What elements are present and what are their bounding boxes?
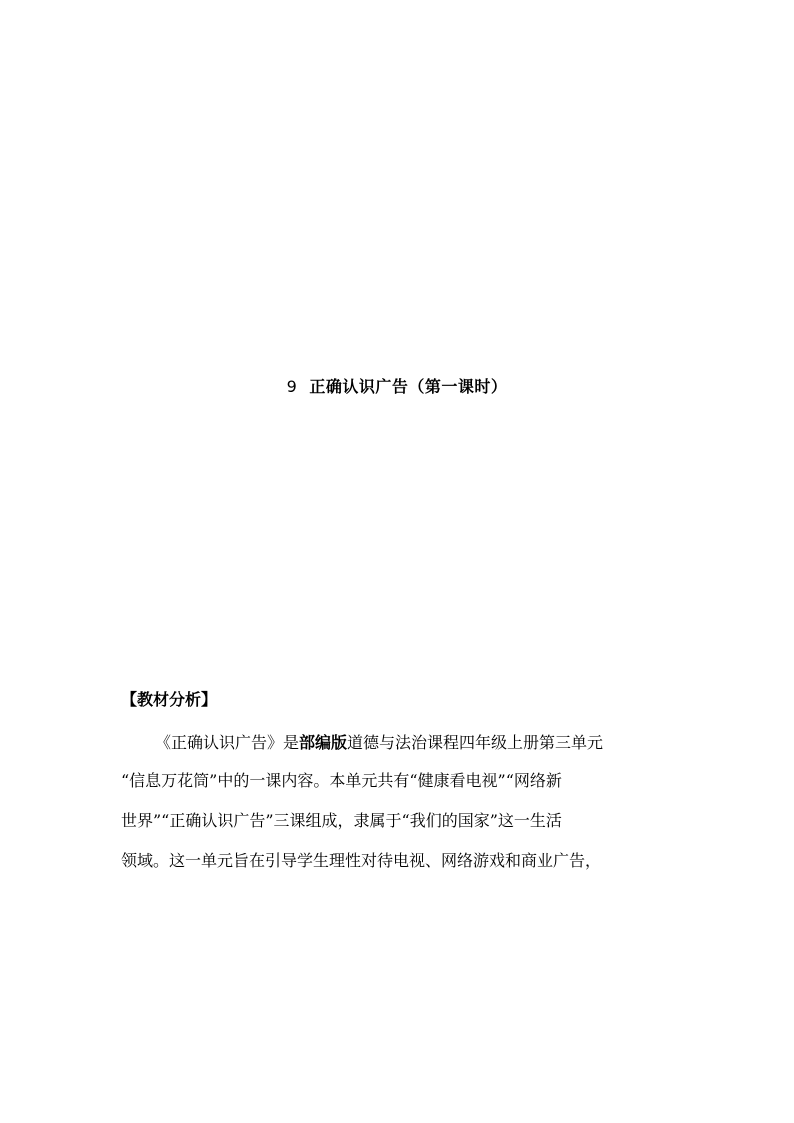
line-1-bold: 部编版 xyxy=(299,733,348,752)
paragraph-line-1 xyxy=(155,732,603,754)
line-1-pre: 《正确认识广告》是 xyxy=(155,733,300,752)
paragraph-line-4: 领域。这一单元旨在引导学生理性对待电视、网络游戏和商业广告， xyxy=(121,851,602,870)
paragraph-line-2: “信息万花筒”中的一课内容。本单元共有“健康看电视”“网络新 xyxy=(121,771,562,790)
paragraph-line-3: 世界”“正确认识广告”三课组成，隶属于“我们的国家”这一生活 xyxy=(121,811,562,830)
lesson-title-text: 正确认识广告（第一课时） xyxy=(309,377,508,396)
line-1-post: 道德与法治课程四年级上册第三单元 xyxy=(347,733,604,752)
section-heading: 【教材分析】 xyxy=(121,690,218,709)
lesson-title xyxy=(0,376,794,398)
lesson-number: 9 xyxy=(286,377,298,396)
